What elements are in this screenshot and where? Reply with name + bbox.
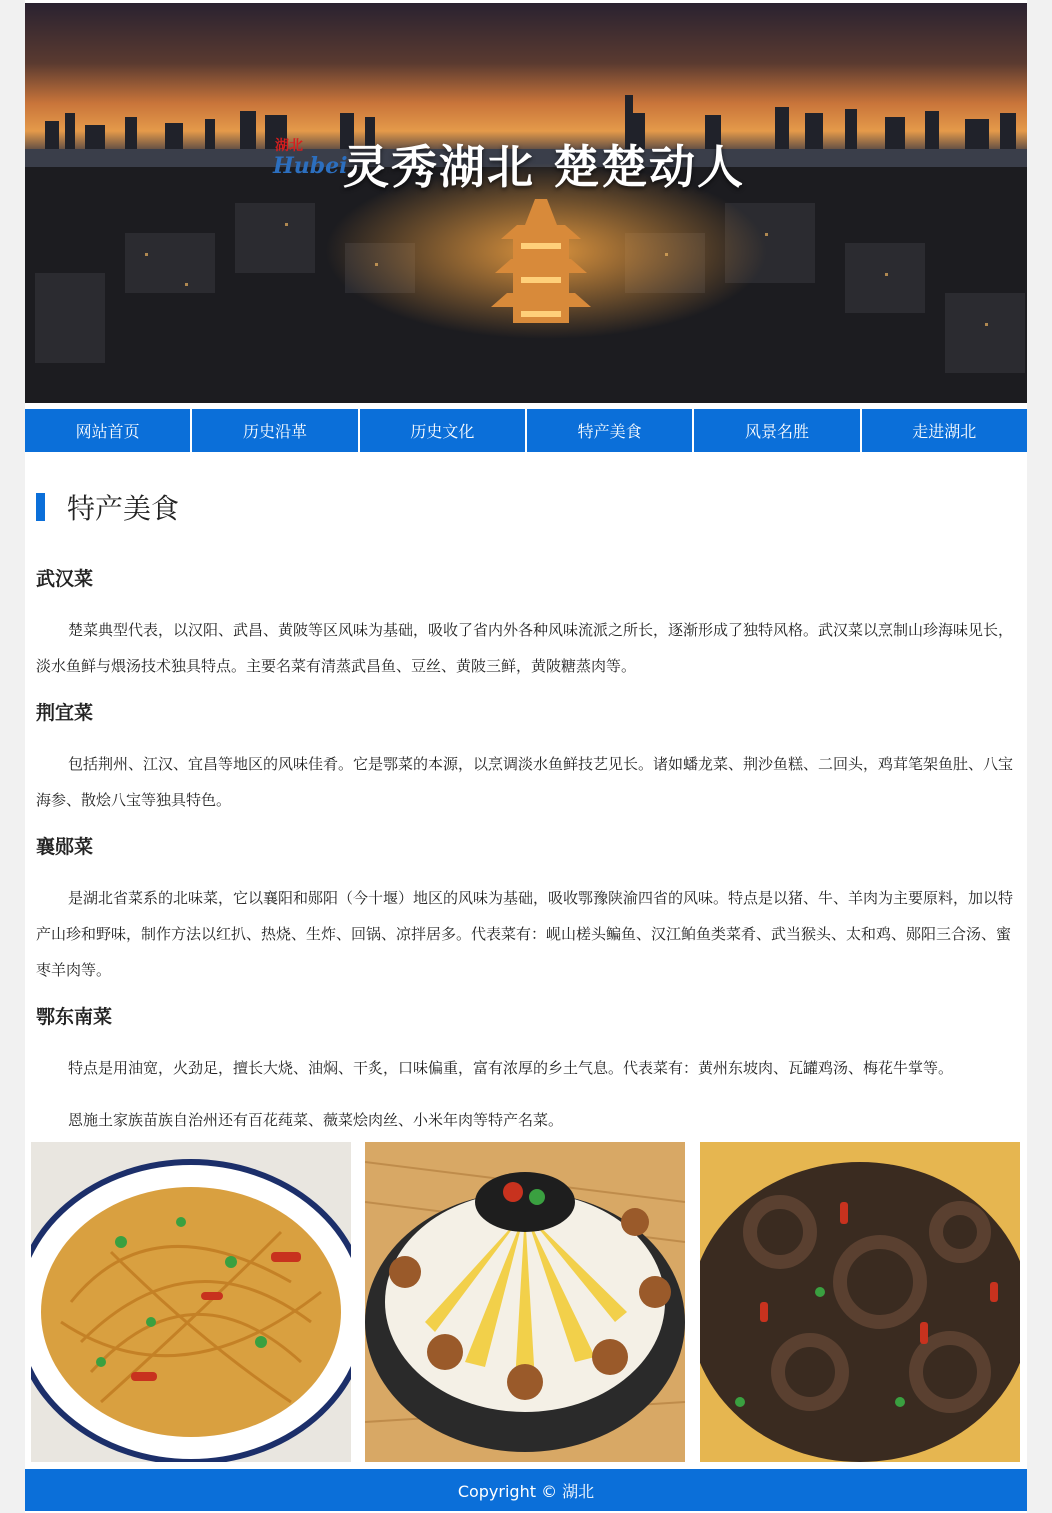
cuisine-desc-jingyi: 包括荆州、江汉、宜昌等地区的风味佳肴。它是鄂菜的本源，以烹调淡水鱼鲜技艺见长。诸如蟠龙菜、荆沙鱼糕、二回头，鸡茸笔架鱼肚、八宝海参、散烩八宝等独具特色。 [36,755,1014,809]
food-gallery [31,1142,1021,1462]
cuisine-desc-edongnan: 特点是用油宽，火劲足，擅长大烧、油焖、干炙，口味偏重，富有浓厚的乡土气息。代表菜有：黄州东坡肉、瓦罐鸡汤、梅花牛掌等。 [68,1059,954,1077]
cuisine-title-jingyi: 荆宜菜 [36,702,94,724]
nav-item-about[interactable]: 走进湖北 [862,409,1027,452]
nav-item-food[interactable]: 特产美食 [527,409,694,452]
heading-accent-bar [36,493,45,521]
cuisine-extra-enshi: 恩施土家族苗族自治州还有百花莼菜、薇菜烩肉丝、小米年肉等特产名菜。 [68,1111,564,1129]
section-heading [36,489,179,525]
hot-dry-noodles-photo [31,1142,351,1462]
city-skyline-image [25,3,1027,403]
nav-item-scenery[interactable]: 风景名胜 [694,409,861,452]
cuisine-title-wuhan: 武汉菜 [36,568,94,590]
page-container [25,0,1027,1513]
cuisine-desc-wuhan: 楚菜典型代表，以汉阳、武昌、黄陂等区风味为基础，吸收了省内外各种风味流派之所长，逐渐形成了独特风格。武汉菜以烹制山珍海味见长，淡水鱼鲜与煨汤技术独具特点。主要名菜有清蒸武昌鱼、豆丝、黄陂三鲜，黄陂糖蒸肉等。 [36,621,1014,675]
fried-eel-photo [700,1142,1020,1462]
banner-slogan: 灵秀湖北 楚楚动人 [343,140,746,194]
article-content [36,560,1016,1138]
hubei-logo [271,135,348,187]
cuisine-title-edongnan: 鄂东南菜 [36,1006,113,1028]
header-banner [25,3,1027,403]
nav-item-history[interactable]: 历史沿革 [192,409,359,452]
site-footer [25,1469,1027,1511]
page-title: 特产美食 [67,492,180,525]
logo-en-text: Hubei [273,153,348,179]
tofu-dish-photo [365,1142,685,1462]
main-nav [25,409,1027,452]
nav-item-culture[interactable]: 历史文化 [360,409,527,452]
cuisine-desc-xiangyun: 是湖北省菜系的北味菜，它以襄阳和郧阳（今十堰）地区的风味为基础，吸收鄂豫陕渝四省的风味。特点是以猪、牛、羊肉为主要原料，加以特产山珍和野味，制作方法以红扒、热烧、生炸、回锅、凉拌居多。代表菜有：岘山槎头鳊鱼、汉江鲌鱼类菜肴、武当猴头、太和鸡、郧阳三合汤、蜜枣羊肉等。 [36,889,1014,979]
copyright-text: Copyright © 湖北 [457,1481,595,1501]
cuisine-title-xiangyun: 襄郧菜 [36,836,94,858]
nav-item-home[interactable]: 网站首页 [25,409,192,452]
logo-cn-text: 湖北 [275,138,303,154]
